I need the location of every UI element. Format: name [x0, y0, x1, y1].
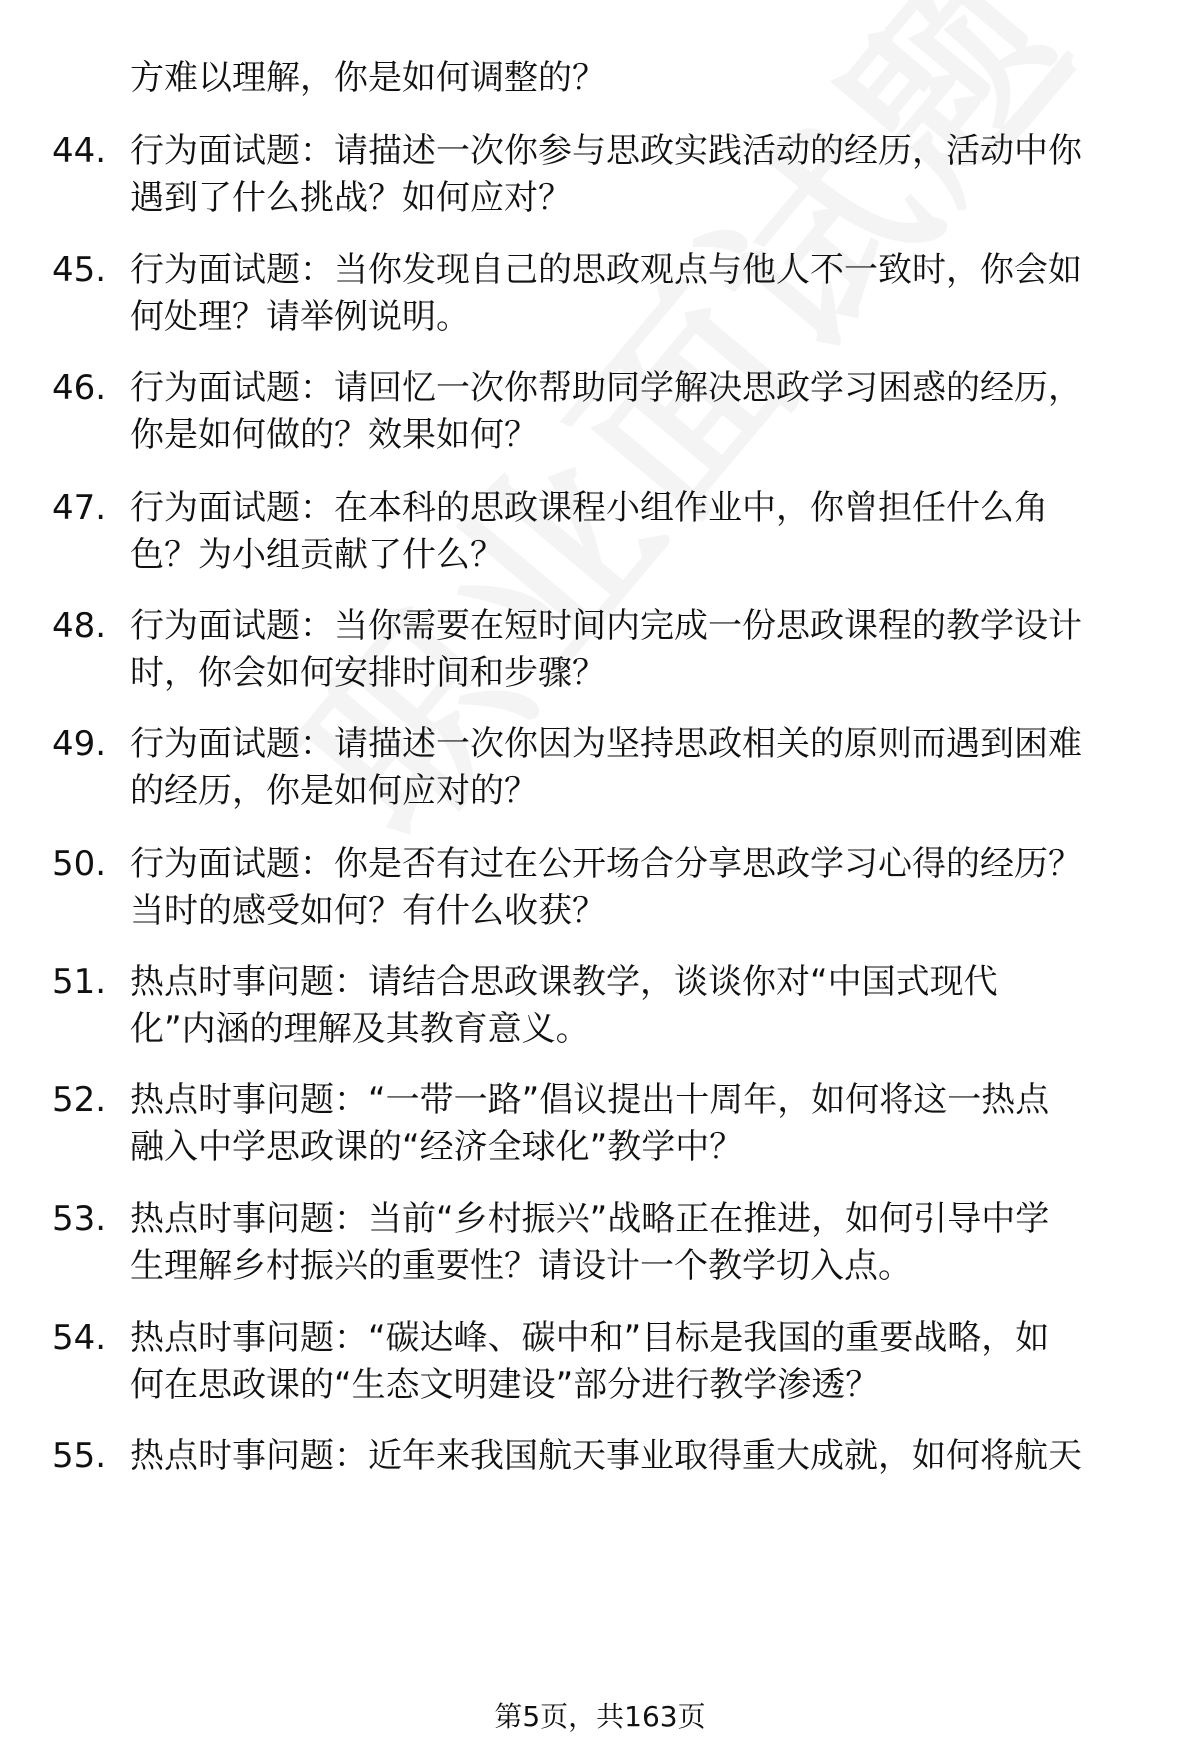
item-line: 行为面试题：你是否有过在公开场合分享思政学习心得的经历？	[130, 844, 1082, 884]
item-line: 化”内涵的理解及其教育意义。	[130, 1009, 590, 1049]
item-line: 行为面试题：当你发现自己的思政观点与他人不一致时，你会如	[130, 250, 1082, 290]
item-number: 46.	[52, 368, 107, 408]
item-number: 54.	[52, 1318, 107, 1358]
item-line: 热点时事问题：“碳达峰、碳中和”目标是我国的重要战略，如	[130, 1318, 1050, 1358]
item-line: 的经历，你是如何应对的？	[130, 771, 538, 811]
item-number: 51.	[52, 962, 107, 1002]
item-line: 生理解乡村振兴的重要性？请设计一个教学切入点。	[130, 1246, 912, 1286]
item-number: 47.	[52, 488, 107, 528]
item-line: 当时的感受如何？有什么收获？	[130, 891, 606, 931]
item-line: 行为面试题：在本科的思政课程小组作业中，你曾担任什么角	[130, 488, 1048, 528]
page-footer: 第5页，共163页	[494, 1700, 706, 1733]
item-number: 53.	[52, 1199, 107, 1239]
item-line: 融入中学思政课的“经济全球化”教学中？	[130, 1127, 744, 1167]
item-line: 行为面试题：当你需要在短时间内完成一份思政课程的教学设计	[130, 606, 1082, 646]
item-line: 行为面试题：请回忆一次你帮助同学解决思政学习困惑的经历，	[130, 368, 1082, 408]
item-number: 48.	[52, 606, 107, 646]
item-number: 50.	[52, 844, 107, 884]
item-line: 遇到了什么挑战？如何应对？	[130, 178, 572, 218]
item-line: 热点时事问题：近年来我国航天事业取得重大成就，如何将航天	[130, 1436, 1082, 1476]
item-line: 热点时事问题：当前“乡村振兴”战略正在推进，如何引导中学	[130, 1199, 1050, 1239]
item-line: 何在思政课的“生态文明建设”部分进行教学渗透？	[130, 1365, 880, 1405]
item-line: 你是如何做的？效果如何？	[130, 415, 538, 455]
intro-line: 方难以理解，你是如何调整的？	[130, 58, 606, 98]
item-line: 行为面试题：请描述一次你参与思政实践活动的经历，活动中你	[130, 131, 1082, 171]
item-line: 何处理？请举例说明。	[130, 297, 470, 337]
item-line: 时，你会如何安排时间和步骤？	[130, 653, 606, 693]
item-number: 52.	[52, 1080, 107, 1120]
item-line: 热点时事问题：请结合思政课教学，谈谈你对“中国式现代	[130, 962, 998, 1002]
item-number: 45.	[52, 250, 107, 290]
item-line: 色？为小组贡献了什么？	[130, 535, 504, 575]
item-number: 49.	[52, 724, 107, 764]
item-number: 44.	[52, 131, 107, 171]
item-line: 热点时事问题：“一带一路”倡议提出十周年，如何将这一热点	[130, 1080, 1050, 1120]
item-number: 55.	[52, 1436, 107, 1476]
item-line: 行为面试题：请描述一次你因为坚持思政相关的原则而遇到困难	[130, 724, 1082, 764]
